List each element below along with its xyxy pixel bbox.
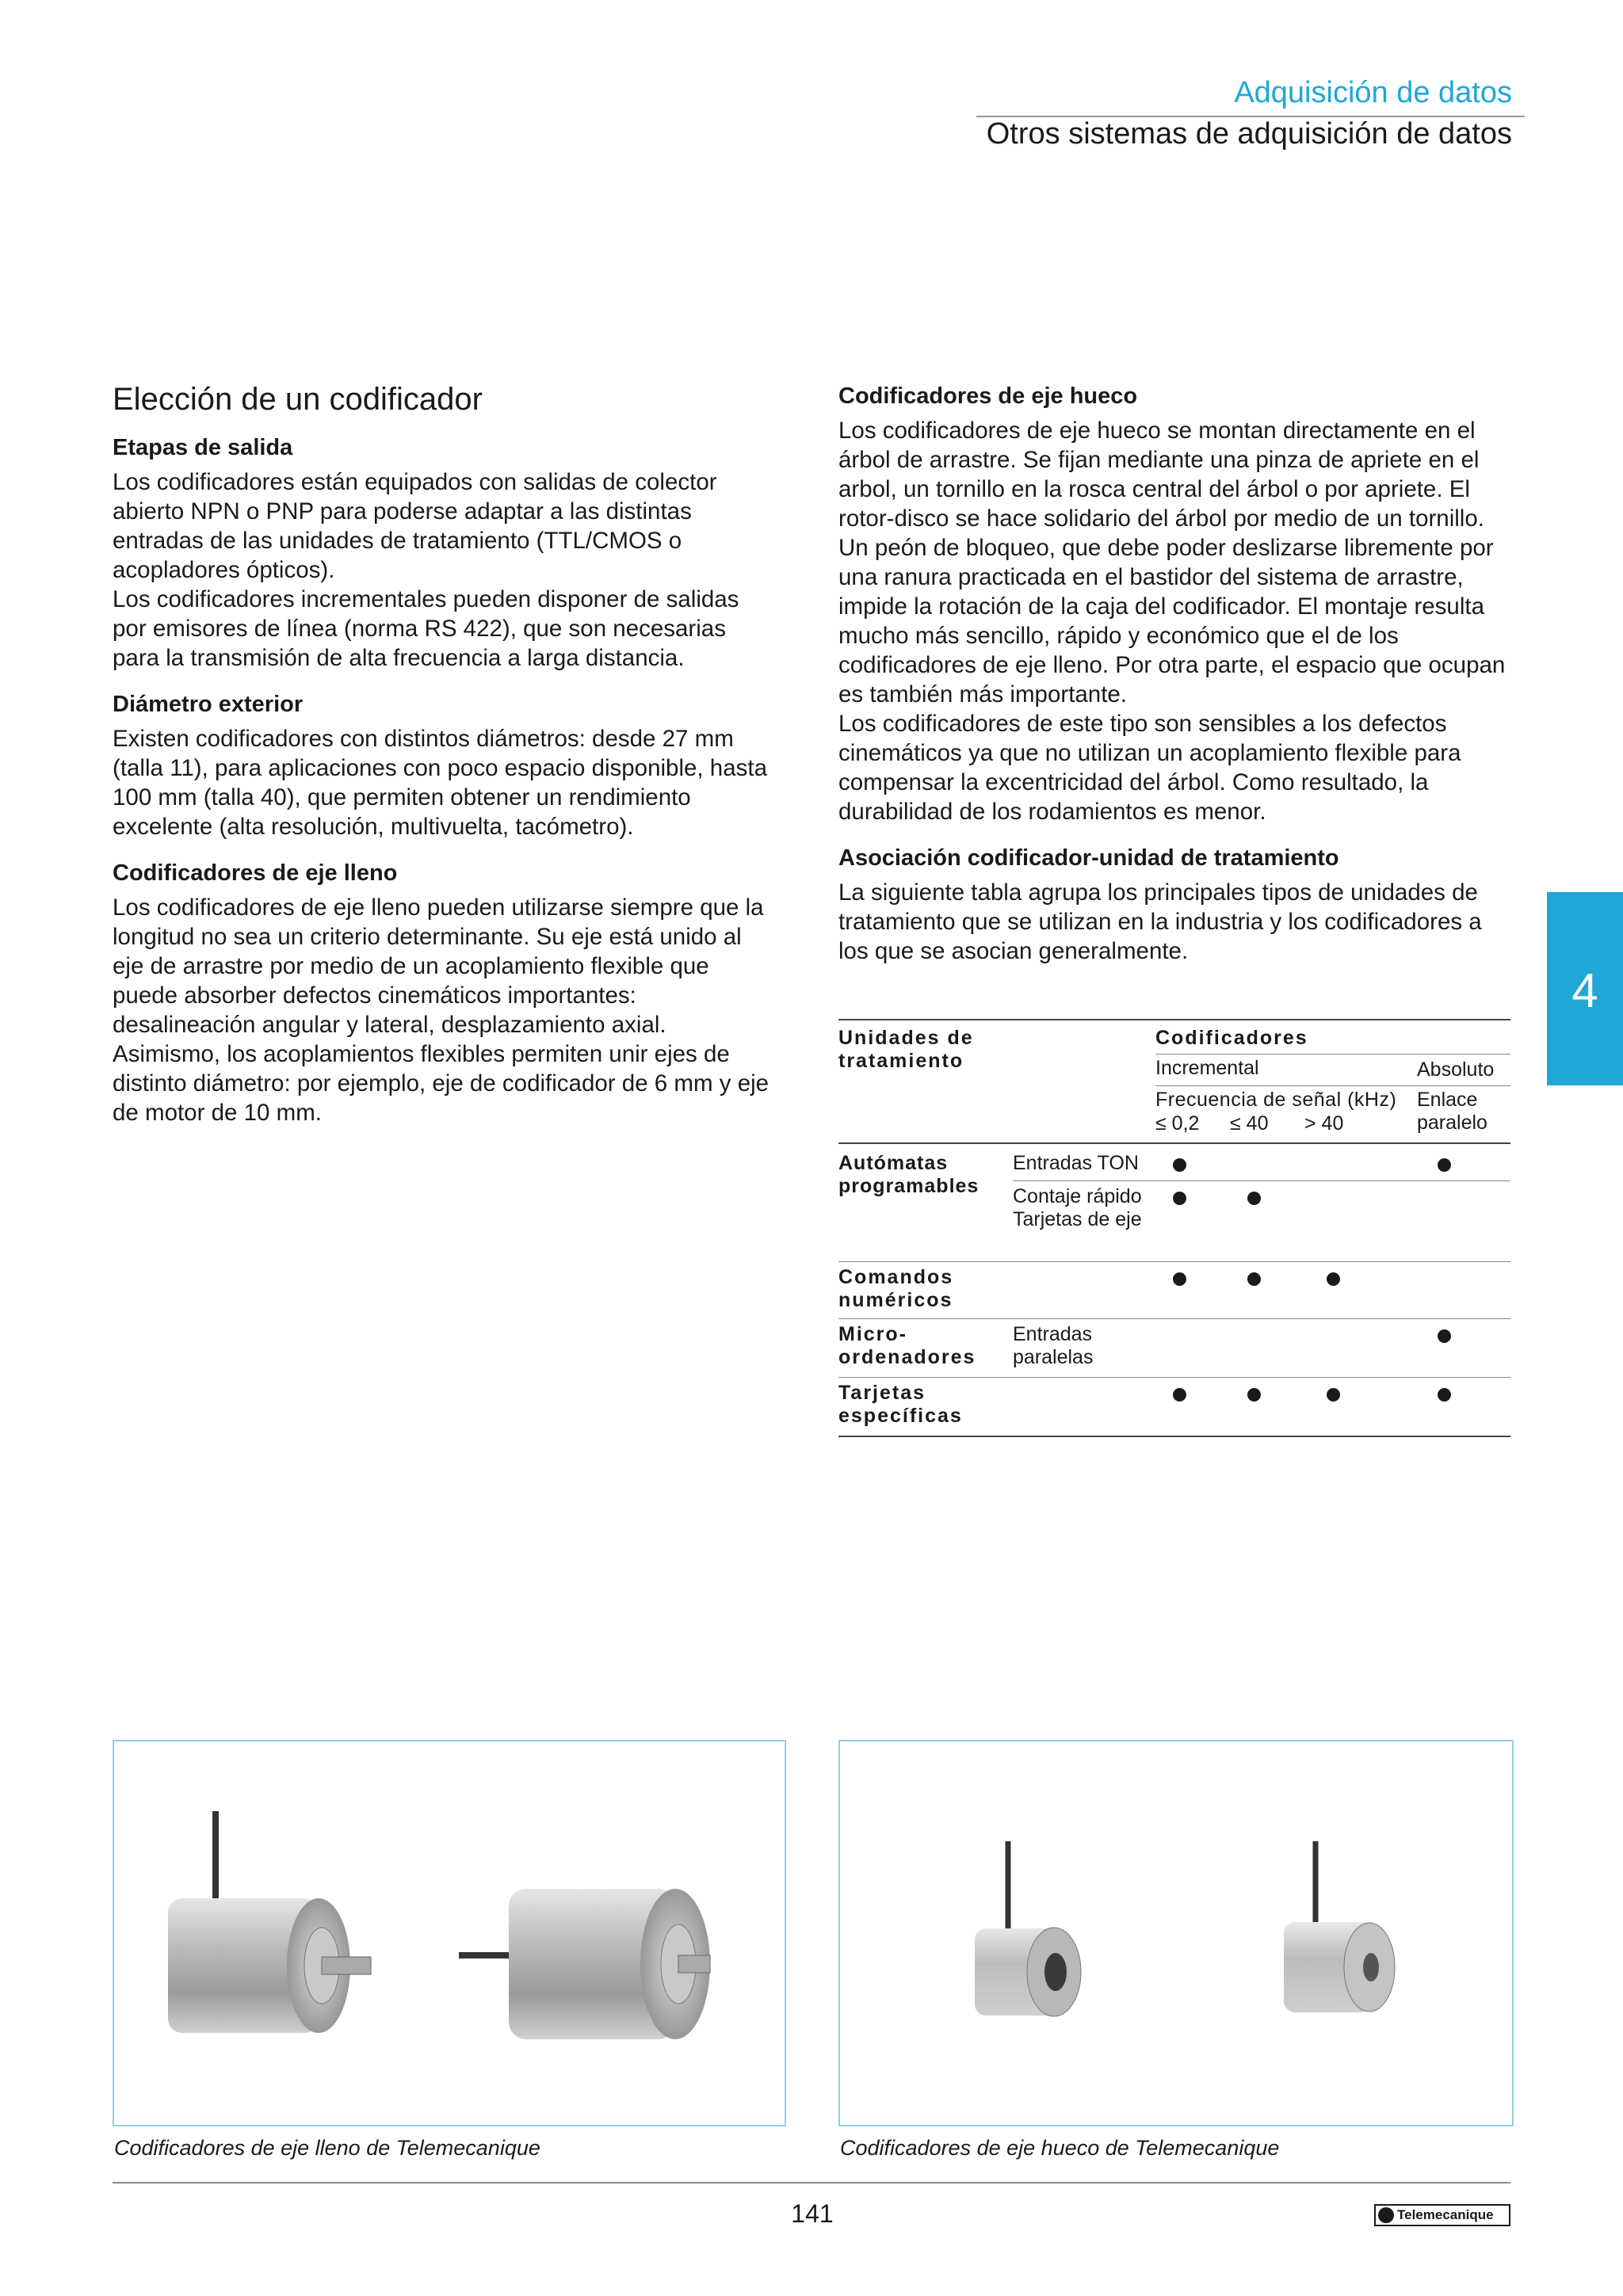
header-codificadores: Codificadores: [1155, 1027, 1308, 1049]
header-freq-1: ≤ 0,2: [1155, 1112, 1200, 1135]
mark-dot: [1247, 1388, 1261, 1402]
header-absoluto: Absoluto: [1417, 1058, 1495, 1081]
section-heading: Etapas de salida: [113, 435, 293, 460]
section-diametro: [113, 692, 778, 841]
header-units: Unidades de tratamiento: [838, 1027, 974, 1072]
section-text: Los codificadores de eje lleno pueden utilizarse siempre que la longitud no sea un criterio determinante. Su eje está unido al eje de arrastre por medio de un acoplamiento flexible que puede absorber defectos cinemáticos importantes: desalineación angular y lateral, desplazamiento axial. Asimismo, los acoplamientos flexibles permiten unir ejes de distinto diámetro: por ejemplo, eje de codificador de 6 mm y eje de motor de 10 mm.: [113, 894, 769, 1126]
section-heading: Asociación codificador-unidad de tratamiento: [838, 845, 1339, 871]
section-text: Existen codificadores con distintos diámetros: desde 27 mm (talla 11), para aplicaciones con poco espacio disponible, hasta 100 mm (talla 40), que permiten obtener un rendimiento excelente (alta resolución, multivuelta, tacómetro).: [113, 726, 767, 840]
section-heading: Codificadores de eje hueco: [838, 383, 1138, 409]
figure-caption: Codificadores de eje lleno de Telemecanique: [114, 2136, 540, 2160]
right-column: [838, 383, 1512, 985]
header-incremental: Incremental: [1155, 1057, 1259, 1079]
table-rule: [838, 1261, 1510, 1262]
figure-solid-shaft: [113, 1740, 786, 2126]
header-freq-2: ≤ 40: [1230, 1112, 1269, 1135]
table-rule: [838, 1142, 1510, 1144]
section-title: Adquisición de datos: [1234, 76, 1512, 109]
table-rule: [838, 1377, 1510, 1378]
mark-dot: [1327, 1272, 1340, 1286]
article-title: Elección de un codificador: [113, 382, 483, 417]
brand-name: Telemecanique: [1397, 2207, 1494, 2222]
mark-dot: [1247, 1192, 1261, 1205]
association-table: [838, 1019, 1510, 1439]
section-text: La siguiente tabla agrupa los principales tipos de unidades de tratamiento que se utilizan en la industria y los codificadores a los que se asocian generalmente.: [838, 879, 1482, 964]
table-rule: [838, 1318, 1510, 1319]
brand-logo: [1374, 2204, 1510, 2226]
mark-dot: [1247, 1272, 1261, 1286]
header-freq-3: > 40: [1304, 1112, 1344, 1135]
section-asociacion: [838, 845, 1512, 966]
row-unit: Comandos numéricos: [838, 1266, 954, 1311]
section-eje-lleno: [113, 860, 778, 1127]
section-etapas: [113, 435, 778, 673]
section-text: Los codificadores de eje hueco se montan directamente en el árbol de arrastre. Se fijan mediante una pinza de apriete en el arbol, un tornillo en la rosca central del árbol o por apriete. El rotor-disco se hace solidario del árbol por medio de un tornillo. Un peón de bloqueo, que debe poder deslizarse libremente por una ranura practicada en el bastidor del sistema de arrastre, impide la rotación de la caja del codificador. El montaje resulta mucho más sencillo, rápido y económico que el de los codificadores de eje lleno. Por otra parte, el espacio que ocupan es también más importante. Los codificadores de este tipo son sensibles a los defectos cinemáticos ya que no utilizan un acoplamiento flexible para compensar la excentricidad del árbol. Como resultado, la durabilidad de los rodamientos es menor.: [838, 418, 1506, 825]
row-sub: Entradas paralelas: [1013, 1323, 1094, 1368]
mark-dot: [1173, 1388, 1186, 1402]
mark-dot: [1438, 1388, 1451, 1402]
mark-dot: [1173, 1158, 1186, 1172]
figure-hollow-shaft: [838, 1740, 1514, 2126]
table-rule: [838, 1019, 1510, 1020]
mark-dot: [1438, 1158, 1451, 1172]
header-enlace: Enlace paralelo: [1417, 1089, 1487, 1134]
page-subtitle: Otros sistemas de adquisición de datos: [986, 117, 1512, 151]
row-unit: Autómatas programables: [838, 1152, 980, 1197]
mark-dot: [1327, 1388, 1340, 1402]
encoder-photo: [114, 1741, 785, 2125]
row-unit: Micro-ordenadores: [838, 1323, 976, 1368]
left-column: [113, 382, 778, 1146]
table-rule: [1155, 1085, 1510, 1086]
row-unit: Tarjetas específicas: [838, 1382, 963, 1427]
footer-divider: [113, 2182, 1510, 2183]
section-heading: Codificadores de eje lleno: [113, 860, 398, 886]
table-rule: [1155, 1054, 1510, 1055]
table-rule: [1013, 1180, 1510, 1181]
mark-dot: [1173, 1192, 1186, 1205]
section-heading: Diámetro exterior: [113, 692, 304, 717]
header-frecuencia: Frecuencia de señal (kHz): [1155, 1089, 1397, 1111]
page-number: 141: [791, 2199, 834, 2228]
mark-dot: [1173, 1272, 1186, 1286]
section-eje-hueco: [838, 383, 1512, 826]
mark-dot: [1438, 1329, 1451, 1343]
section-text: Los codificadores están equipados con salidas de colector abierto NPN o PNP para poderse adaptar a las distintas entradas de las unidades de tratamiento (TTL/CMOS o acopladores ópticos). Los codificadores incrementales pueden disponer de salidas por emisores de línea (norma RS 422), que son necesarias para la transmisión de alta frecuencia a larga distancia.: [113, 469, 739, 671]
table-rule: [838, 1436, 1510, 1437]
brand-mark-icon: [1378, 2207, 1394, 2223]
chapter-number: 4: [1571, 964, 1598, 1017]
row-sub: Entradas TON: [1013, 1152, 1139, 1174]
row-sub: Contaje rápido Tarjetas de eje: [1013, 1185, 1142, 1230]
encoder-photo: [840, 1741, 1512, 2125]
figure-caption: Codificadores de eje hueco de Telemecanique: [840, 2136, 1280, 2160]
chapter-tab[interactable]: [1547, 892, 1623, 1085]
